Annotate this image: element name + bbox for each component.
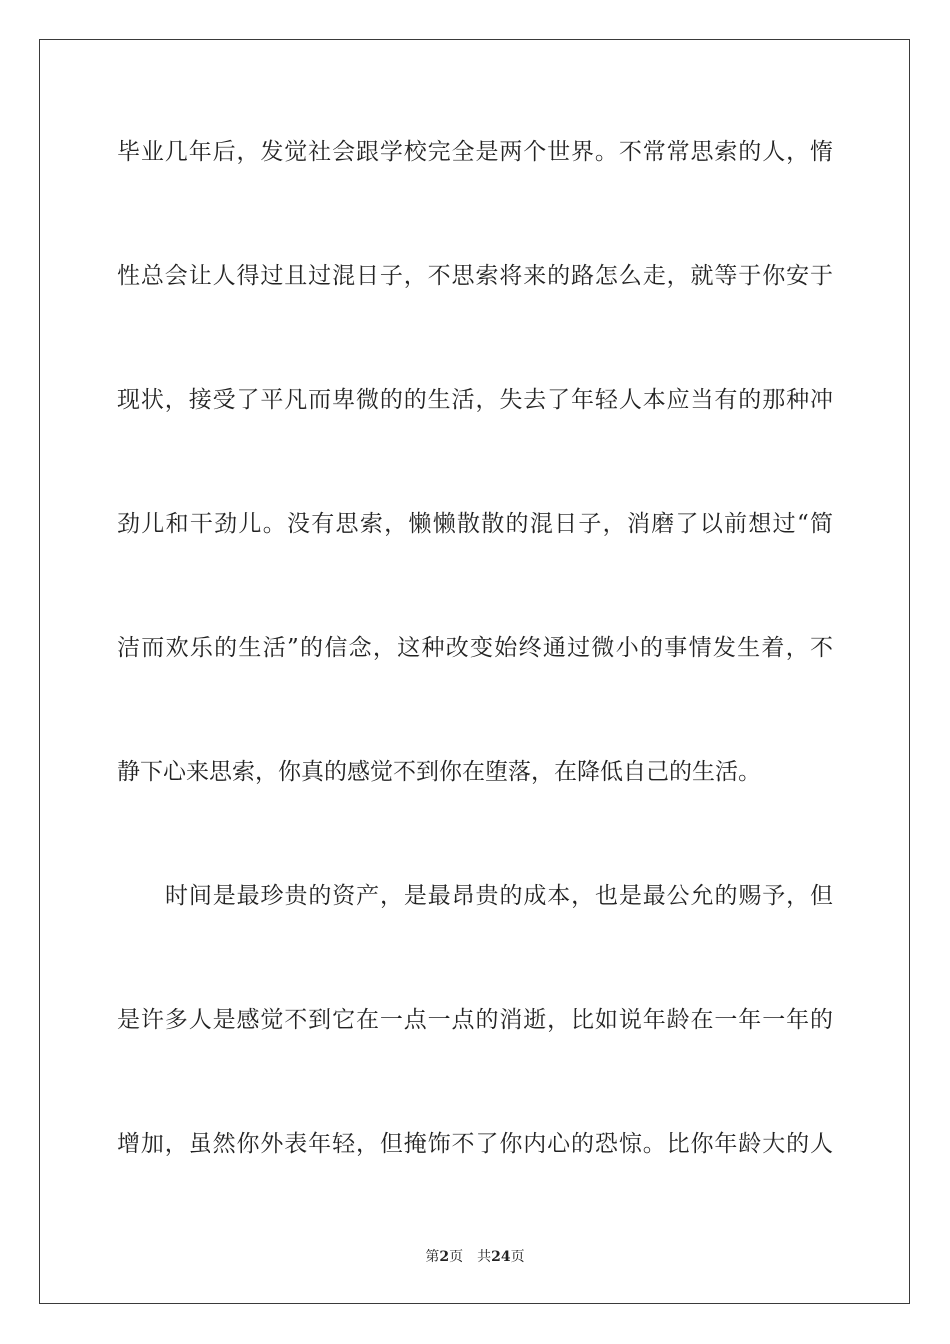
text-line-7: 时间是最珍贵的资产，是最昂贵的成本，也是最公允的赐予，但: [165, 883, 833, 909]
footer-page-prefix: 第: [425, 1249, 440, 1265]
text-line-4: 劲儿和干劲儿。没有思索，懒懒散散的混日子，消磨了以前想过“简: [117, 511, 833, 537]
text-line-5: 洁而欢乐的生活”的信念，这种改变始终通过微小的事情发生着，不: [117, 635, 833, 661]
text-line-3: 现状，接受了平凡而卑微的的生活，失去了年轻人本应当有的那种冲: [117, 387, 833, 413]
text-line-2: 性总会让人得过且过混日子，不思索将来的路怎么走，就等于你安于: [117, 263, 833, 289]
page-border: [39, 39, 910, 1304]
footer-page-number: 2: [439, 1249, 450, 1265]
text-line-6: 静下心来思索，你真的感觉不到你在堕落，在降低自己的生活。: [117, 759, 761, 785]
footer-page-suffix: 页: [449, 1249, 464, 1265]
text-line-9: 增加，虽然你外表年轻，但掩饰不了你内心的恐惊。比你年龄大的人: [117, 1131, 833, 1157]
page-footer: [0, 1246, 950, 1266]
footer-total-pages: 24: [491, 1249, 511, 1265]
footer-total-prefix: 共: [477, 1249, 492, 1265]
footer-total-suffix: 页: [510, 1249, 525, 1265]
text-line-1: 毕业几年后，发觉社会跟学校完全是两个世界。不常常思索的人，惰: [117, 139, 833, 165]
text-line-8: 是许多人是感觉不到它在一点一点的消逝，比如说年龄在一年一年的: [117, 1007, 833, 1033]
